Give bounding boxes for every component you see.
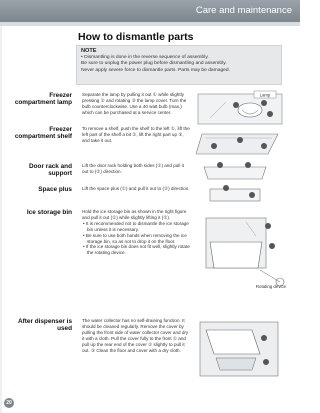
page-title: How to dismantle parts	[78, 31, 194, 43]
section-label-space-plus: Space plus	[38, 186, 72, 193]
instruction-text: Hold the ice storage bin as shown in the right figure and pull it out (①) while slightly lifting it (②).	[82, 209, 187, 220]
shelf-diagram	[196, 128, 284, 158]
section-label-door-rack: Door rack and support	[29, 163, 72, 178]
note-line: Be sure to unplug the power plug before dismantling and assembly.	[81, 61, 227, 67]
note-line: • Dismantling is done in the reverse sequence of assembly.	[81, 55, 209, 60]
bullet-item: • It is recommended not to dismantle the ice storage bin unless it is necessary.	[83, 220, 189, 232]
section-text-dispenser	[82, 318, 190, 353]
note-box	[76, 45, 282, 85]
section-text-space-plus	[82, 186, 190, 192]
instruction-text: To remove a shelf, push the shelf to the left ①, lift the left part of the shelf a bit ②, lift the right part up ③, and take it out.	[82, 126, 190, 143]
dispenser-diagram	[196, 318, 282, 380]
section-text-freezer-lamp	[82, 92, 190, 116]
section-text-ice-bin	[82, 209, 190, 256]
instruction-text: Lift the door rack holding both sides (①) and pull it out to (②) direction.	[82, 163, 184, 174]
lamp-tag: Lamp	[259, 92, 271, 98]
lamp-diagram	[196, 90, 284, 126]
section-text-door-rack	[82, 163, 190, 175]
section-label-freezer-shelf: Freezer compartment shelf	[14, 126, 72, 141]
instruction-text: The water collector has no self-draining function. It should be cleaned regularly. Remove the cover by pulling the front side of water collector cover and dry it with a cloth. Pull the cover fully to the front ① and pull up the rear end of the cover ② slightly to pull it out. ③ Clean the floor and cover with a dry cloth.	[82, 318, 189, 353]
header-band	[0, 0, 300, 22]
rotating-device-label: Rotating device	[255, 284, 287, 289]
instruction-text: Lift the space plus (①) and pull it out to (②) direction.	[82, 186, 190, 191]
note-label: NOTE	[81, 48, 97, 54]
space-plus-diagram	[196, 185, 276, 205]
section-title: Care and maintenance	[195, 5, 292, 16]
section-label-freezer-lamp: Freezer compartment lamp	[14, 92, 72, 107]
bullet-item: • If the ice storage bin does not fit well, slightly rotate the rotating device.	[83, 244, 190, 256]
section-text-freezer-shelf	[82, 126, 190, 144]
page-number: 20	[4, 398, 14, 408]
ice-bin-diagram	[196, 212, 288, 290]
section-label-ice-bin: Ice storage bin	[26, 209, 72, 216]
header-subbar	[0, 22, 300, 26]
section-label-dispenser: After dispenser is used	[18, 318, 72, 333]
instruction-text: Separate the lamp by pulling it out ① while slightly pressing ② and rotating ③ the lamp cover. Turn the bulb counterclockwise. Use a 40 watt bulb (max.) which can be purchased at a service center.	[82, 92, 187, 115]
door-rack-diagram	[196, 161, 276, 183]
page-edge	[0, 26, 2, 413]
bullet-item: • Be sure to use both hands when removing the ice storage bin, so as not to drop it on the floor.	[83, 232, 187, 244]
note-line: Never apply severe force to dismantle parts. Parts may be damaged.	[81, 67, 230, 73]
